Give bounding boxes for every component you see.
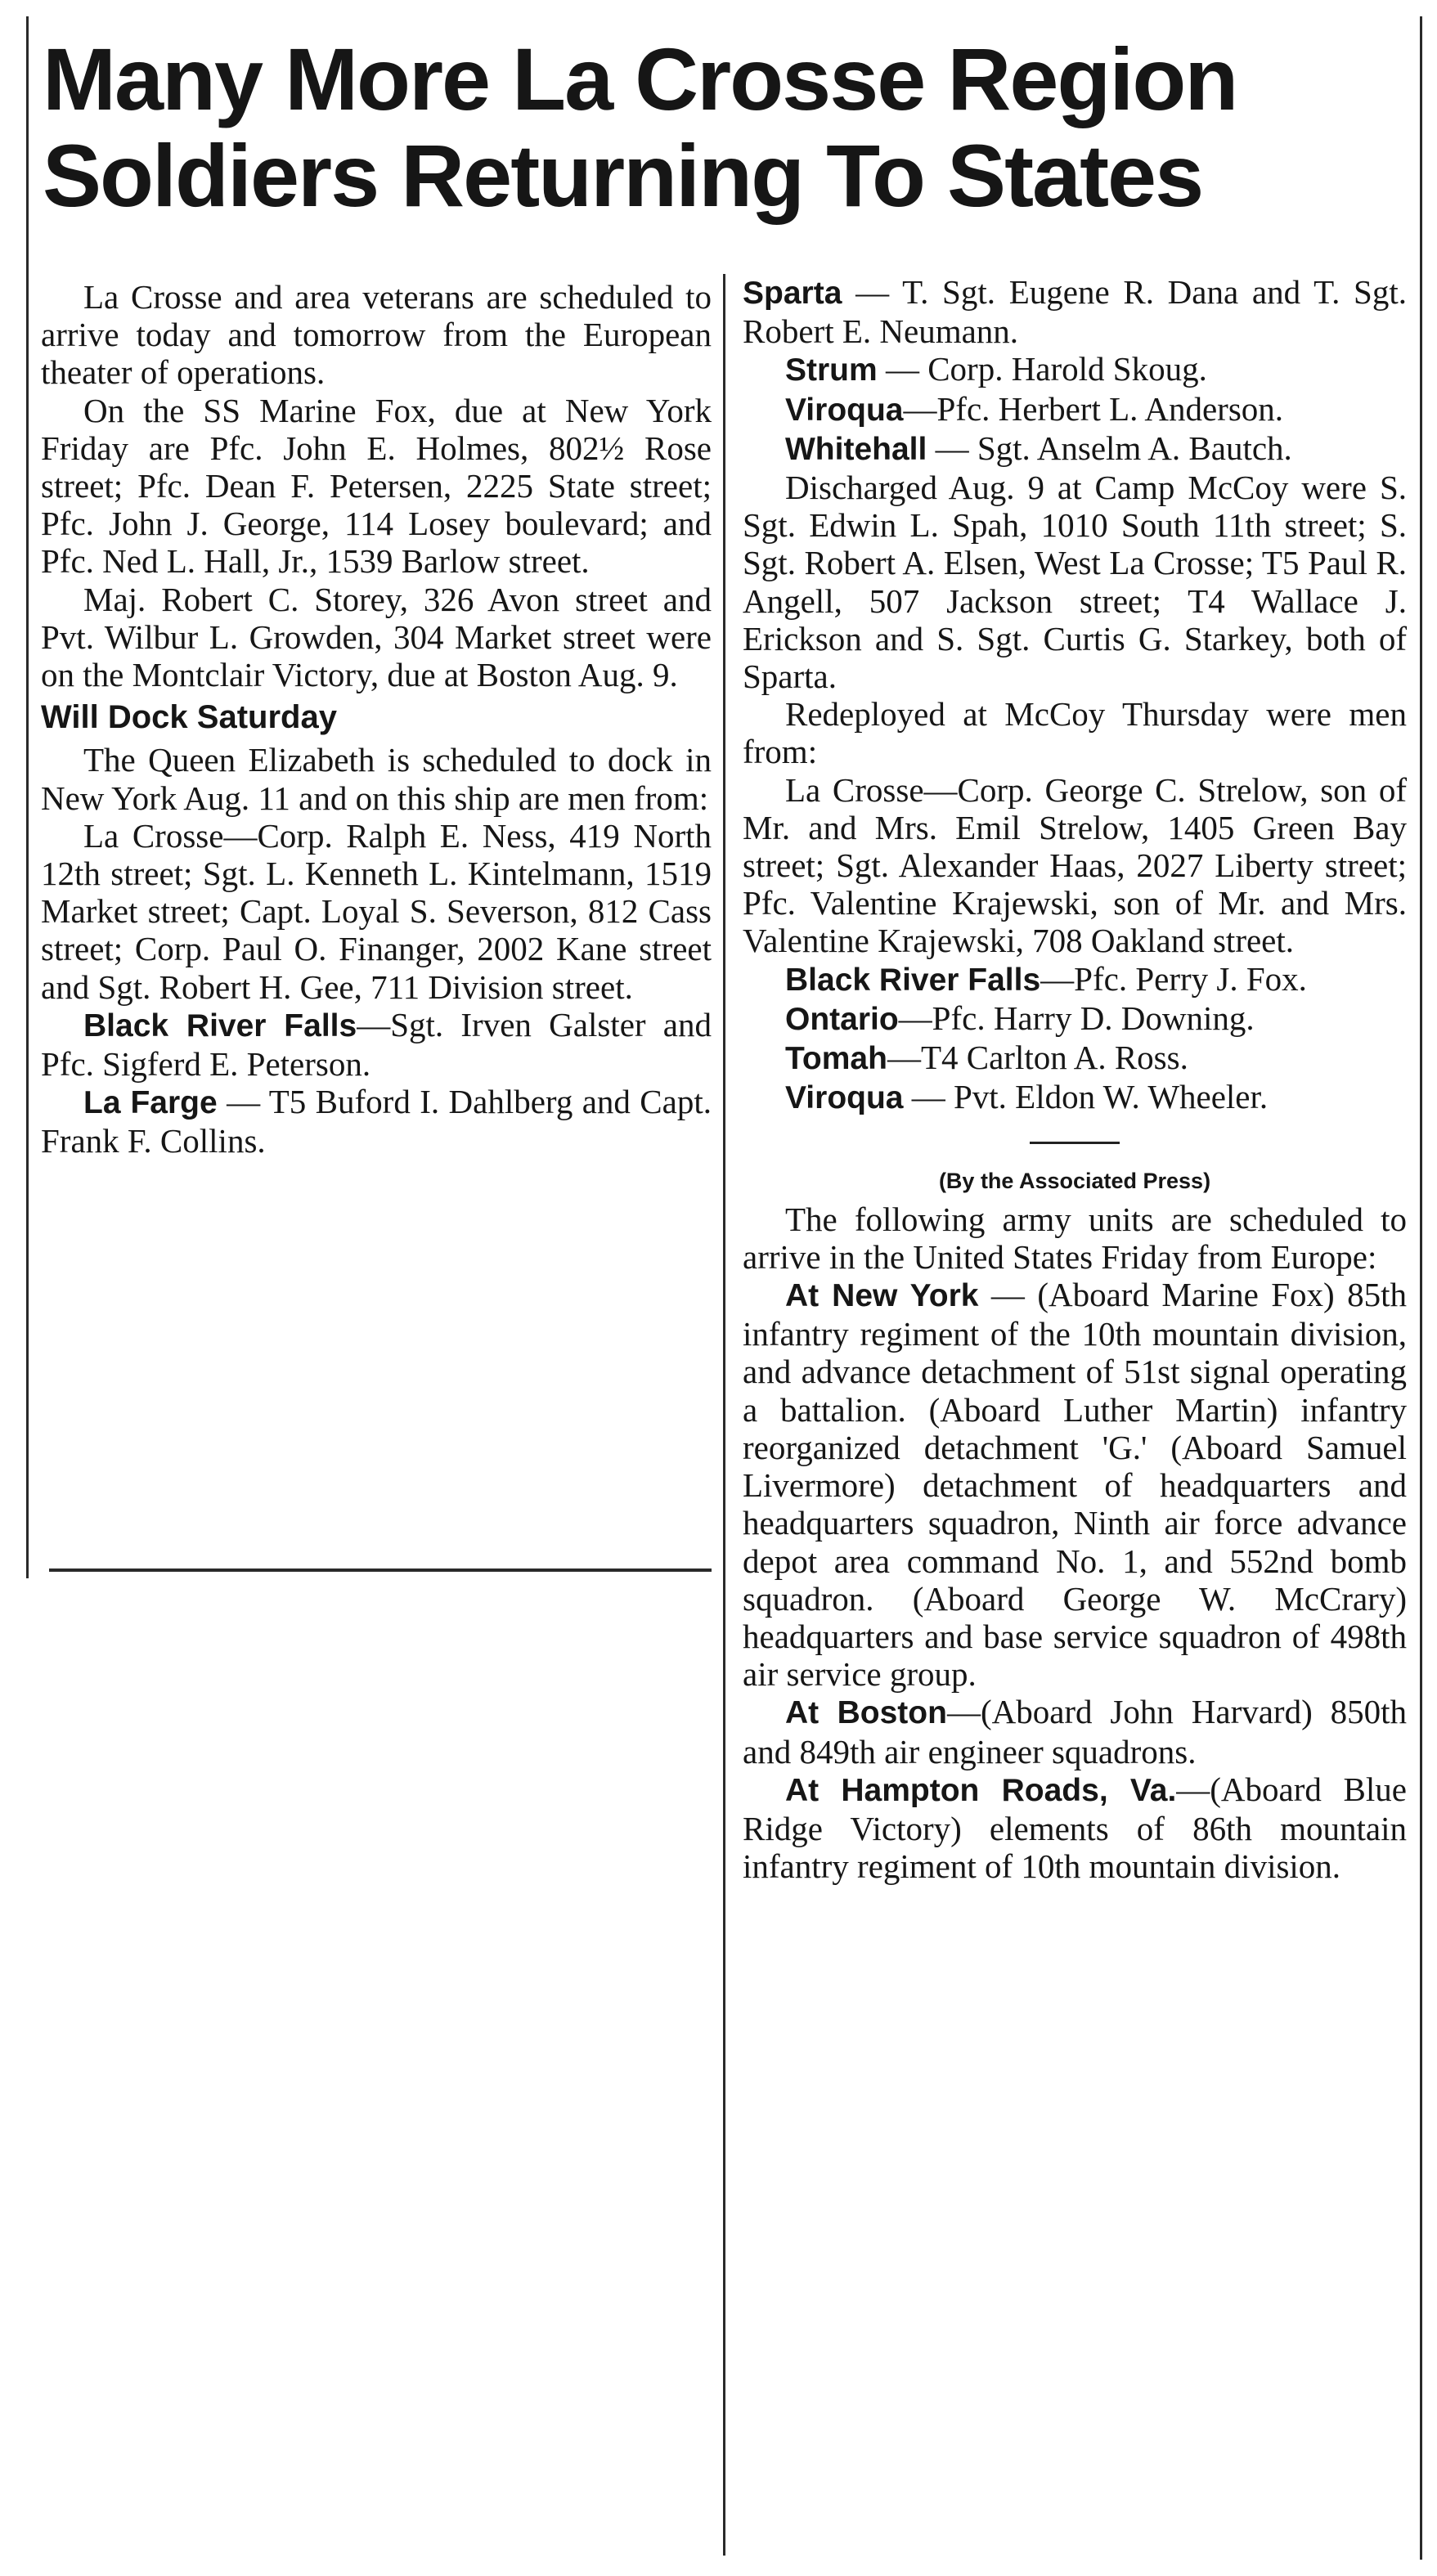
press-credit: (By the Associated Press) (938, 1169, 1211, 1194)
paragraph: The Queen Elizabeth is scheduled to dock in New York Aug. 11 and on this ship are men from: (41, 741, 712, 817)
paragraph (41, 1083, 712, 1160)
paragraph (743, 1276, 1407, 1693)
place-name: At New York (785, 1278, 979, 1314)
paragraph (743, 1693, 1407, 1770)
page-left-border (26, 16, 29, 1578)
place-name: Sparta (743, 276, 842, 311)
paragraph-text: — Sgt. Anselm A. Bautch. (927, 429, 1292, 467)
paragraph (743, 390, 1407, 429)
paragraph-text: — (Aboard Marine Fox) 85th infantry regiment of the 10th mountain division, and advance detachment of 51st signal operating a battalion. (Aboard Luther Martin) infantry reorganized detachment 'G.' (Aboard Samuel Livermore) detachment of headquarters and headquarters squadron, Ninth air force advance depot area command No. 1, and 552nd bomb squadron. (Aboard George W. McCrary) headquarters and base service squadron of 498th air service group. (743, 1276, 1407, 1694)
headline-line-1: Many More La Crosse Region (43, 29, 1237, 128)
article-left-column (41, 278, 712, 1160)
paragraph: La Crosse and area veterans are scheduled to arrive today and tomorrow from the European theater of operations. (41, 278, 712, 392)
place-name: Black River Falls (785, 962, 1041, 998)
paragraph-text: —T4 Carlton A. Ross. (887, 1039, 1188, 1077)
paragraph (743, 1770, 1407, 1886)
paragraph (743, 273, 1407, 350)
place-name: Viroqua (785, 392, 904, 428)
paragraph: La Crosse—Corp. Ralph E. Ness, 419 North 12th street; Sgt. L. Kenneth L. Kintelmann, 1519 Market street; Capt. Loyal S. Severson, 812 Cass street; Corp. Paul O. Finanger, 2002 Kane street and Sgt. Robert H. Gee, 711 Division street. (41, 816, 712, 1006)
headline-line-2: Soldiers Returning To States (43, 126, 1203, 225)
paragraph-text: — Pvt. Eldon W. Wheeler. (903, 1078, 1269, 1116)
headline (43, 31, 1417, 224)
paragraph-text: — T5 Buford I. Dahlberg and Capt. Frank F. Collins. (41, 1083, 712, 1160)
paragraph-text: —Sgt. Irven Galster and Pfc. Sigferd E. Peterson. (41, 1005, 712, 1084)
subheading: Will Dock Saturday (41, 699, 337, 736)
page-right-border (1420, 16, 1422, 2560)
place-name: Tomah (785, 1041, 887, 1077)
place-name: At Hampton Roads, Va. (785, 1772, 1177, 1808)
place-name: Black River Falls (83, 1008, 357, 1043)
paragraph-text: — Corp. Harold Skoug. (877, 350, 1207, 388)
place-name: Strum (785, 352, 878, 388)
paragraph (743, 429, 1407, 469)
article-right-column (743, 273, 1407, 1885)
paragraph-text: —(Aboard Blue Ridge Victory) elements of 86th mountain infantry regiment of 10th mountain division. (743, 1770, 1407, 1886)
paragraph-text: — T. Sgt. Eugene R. Dana and T. Sgt. Robert E. Neumann. (743, 273, 1407, 351)
paragraph: Redeployed at McCoy Thursday were men from: (743, 695, 1407, 771)
paragraph (743, 1039, 1407, 1078)
paragraph-text: —Pfc. Herbert L. Anderson. (903, 389, 1284, 428)
paragraph (743, 350, 1407, 389)
place-name: Whitehall (785, 431, 927, 467)
place-name: At Boston (785, 1695, 947, 1731)
paragraph: Maj. Robert C. Storey, 326 Avon street and Pvt. Wilbur L. Growden, 304 Market street were on the Montclair Victory, due at Boston Aug. 9. (41, 580, 712, 694)
paragraph-text: —Pfc. Perry J. Fox. (1040, 959, 1307, 998)
paragraph (743, 1078, 1407, 1117)
paragraph: La Crosse—Corp. George C. Strelow, son of Mr. and Mrs. Emil Strelow, 1405 Green Bay street; Sgt. Alexander Haas, 2027 Liberty street; Pfc. Valentine Krajewski, son of Mr. and Mrs. Valentine Krajewski, 708 Oakland street. (743, 770, 1407, 960)
paragraph (743, 960, 1407, 999)
paragraph-text: —Pfc. Harry D. Downing. (898, 999, 1255, 1037)
paragraph-text: —(Aboard John Harvard) 850th and 849th air engineer squadrons. (743, 1693, 1407, 1770)
paragraph: Discharged Aug. 9 at Camp McCoy were S. Sgt. Edwin L. Spah, 1010 South 11th street; S. Sgt. Robert A. Elsen, West La Crosse; T5 Paul R. Angell, 507 Jackson street; T4 Wallace J. Erickson and S. Sgt. Curtis G. Starkey, both of Sparta. (743, 469, 1407, 696)
place-name: Ontario (785, 1001, 899, 1037)
left-column-end-rule (49, 1568, 712, 1572)
place-name: Viroqua (785, 1080, 904, 1116)
section-dash-rule (1030, 1142, 1120, 1144)
paragraph: The following army units are scheduled to arrive in the United States Friday from Europe: (743, 1200, 1407, 1276)
column-divider (723, 274, 725, 2556)
place-name: La Farge (83, 1085, 218, 1121)
paragraph (743, 999, 1407, 1039)
paragraph (41, 1006, 712, 1083)
paragraph: On the SS Marine Fox, due at New York Friday are Pfc. John E. Holmes, 802½ Rose street; Pfc. Dean F. Petersen, 2225 State street; Pfc. John J. George, 114 Losey boulevard; and Pfc. Ned L. Hall, Jr., 1539 Barlow street. (41, 391, 712, 581)
